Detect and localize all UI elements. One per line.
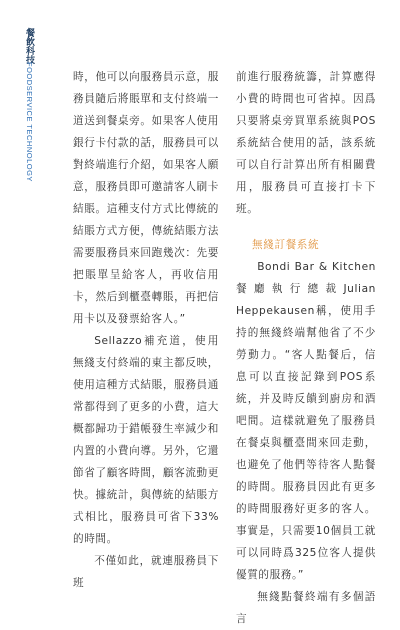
- body-paragraph: Bondi Bar & Kitchen餐廳執行總裁Julian Heppekausen稱，使用手持的無綫終端幫他省了不少勞動力。“客人點餐后，信息可以直接記錄到POS系統，并及時反饋到廚房和酒吧間。這樣就避免了服務員在餐桌與櫃臺間來回走動，也避免了他們等待客人點餐的時間。服務員因此有更多的時間服務好更多的客人。事實是，只需要10個員工就可以同時爲325位客人提供優質的服務。”: [236, 261, 376, 581]
- left-column: [73, 66, 219, 594]
- body-paragraph: Sellazzo補充道，使用無綫支付終端的東主都反映，使用這種方式結賬，服務員通常都得到了更多的小費，這大概都歸功于錯帳發生率減少和内置的小費向導。另外，它還節省了顧客時間，顧客流動更快。據統計，與傳統的結賬方式相比，服務員可省下33%的時間。: [73, 335, 219, 545]
- body-paragraph: 不僅如此，就連服務員下班: [73, 555, 219, 589]
- right-column: [236, 66, 376, 630]
- body-paragraph: 時，他可以向服務員示意，服務員隨后將賬單和支付終端一道送到餐桌旁。如果客人使用銀行卡付款的話，服務員可以對終端進行介紹，如果客人願意，服務員即可邀請客人刷卡結賬。這種支付方式比傳統的結賬方式方便，傳統結賬方法需要服務員來回跑幾次：先要把賬單呈給客人，再收信用卡，然后到櫃臺轉賬，再把信用卡以及發票給客人。”: [73, 71, 219, 325]
- section-heading: 無綫訂餐系統: [252, 239, 320, 251]
- section-subtitle: FOODSERVICE TECHNOLOGY: [25, 62, 34, 182]
- body-paragraph: 無綫點餐終端有多個語言: [236, 591, 376, 625]
- section-title: 餐飲科技: [24, 28, 34, 64]
- body-paragraph: 前進行服務統籌，計算應得小費的時間也可省掉。因爲只要將桌旁買單系統與POS系統結合使用的話，該系統可以自行計算出所有相關費用，服務員可直接打卡下班。: [236, 71, 376, 215]
